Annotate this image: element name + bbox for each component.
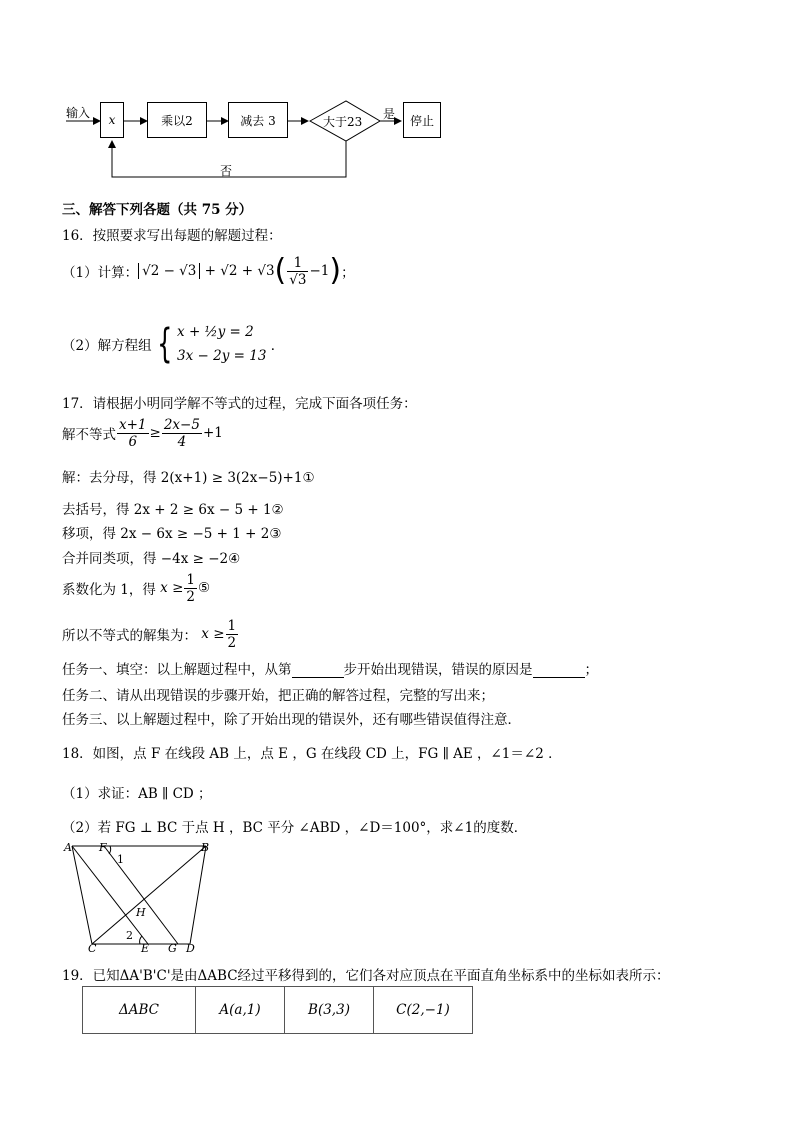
label-H: H [136, 906, 146, 919]
section3-title: 三、解答下列各题（共 75 分） [62, 202, 253, 218]
q17-task3: 任务三、以上解题过程中，除了开始出现的错误外，还有哪些错误值得注意． [62, 712, 521, 728]
q16-part1-expression: √2 − √3 + √2 + √3 ( $\frac{1}{√3}$ −1 ) ； [138, 255, 355, 288]
q16-eq2: 3x − 2y = 13 [177, 348, 267, 364]
q16-part1-label: （1）计算： [62, 265, 139, 281]
task1-blank-reason[interactable] [533, 665, 585, 678]
q16-part2-label: （2）解方程组 [62, 338, 152, 354]
q17-inequality: 解不等式 $\frac{x+1}{6}$ ≥ $\frac{2x-5}{4}$ +1 [62, 416, 223, 450]
table-row [83, 987, 473, 1034]
label-C: C [88, 942, 97, 955]
q17-step1: 解：去分母，得 2(x+1) ≥ 3(2x−5)+1① [62, 470, 315, 486]
flow-decision-label: 大于23 [323, 115, 363, 129]
label-F: F [99, 841, 107, 854]
q17-step5: 系数化为 1，得 x ≥ $\frac{1}{2}$ ⑤ [62, 571, 211, 605]
q17-task1-c: ； [584, 662, 598, 678]
label-angle-2: 2 [126, 929, 133, 942]
task1-blank-step[interactable] [292, 665, 344, 678]
q17-step4: 合并同类项，得 −4x ≥ −2④ [62, 551, 241, 567]
label-angle-1: 1 [117, 853, 124, 866]
q17-step5-label: 系数化为 1，得 [62, 582, 156, 598]
q18-part1: （1）求证：AB ∥ CD ； [62, 786, 212, 802]
label-G: G [168, 942, 177, 955]
q16-part1 [62, 252, 355, 290]
q17-solution-label: 所以不等式的解集为： [62, 628, 197, 644]
q17-step5-mark: ⑤ [198, 580, 211, 596]
flow-x-box: x [100, 102, 124, 138]
table-cell: A(a,1) [196, 987, 285, 1034]
flow-stop-box: 停止 [403, 102, 441, 138]
q18-part2: （2）若 FG ⊥ BC 于点 H ，BC 平分 ∠ABD ，∠D＝100°，求∠1的度数． [62, 820, 528, 836]
flow-input-label: 输入 [66, 106, 91, 120]
flow-no-label: 否 [220, 164, 233, 178]
q17-step2: 去括号，得 2x + 2 ≥ 6x − 5 + 1② [62, 502, 284, 518]
q19-stem: 19．已知ΔA'B'C'是由ΔABC经过平移得到的，它们各对应顶点在平面直角坐标系中的坐标如表所示： [62, 968, 670, 984]
q17-task1-b: 步开始出现错误，错误的原因是 [343, 662, 533, 678]
flow-yes-label: 是 [383, 107, 396, 121]
q17-ineq-label: 解不等式 [62, 427, 116, 443]
label-B: B [201, 841, 210, 854]
label-A: A [64, 841, 72, 854]
table-cell: B(3,3) [285, 987, 374, 1034]
flow-subtract-box: 减去 3 [228, 102, 288, 138]
table-cell: ΔABC [83, 987, 196, 1034]
q17-solution: 所以不等式的解集为： x ≥ $\frac{1}{2}$ [62, 617, 237, 651]
label-D: D [186, 942, 195, 955]
brace-icon: { [156, 321, 172, 367]
q16-eq1: x + ½y = 2 [177, 324, 254, 340]
flow-multiply-box: 乘以2 [147, 102, 207, 138]
q17-task2: 任务二、请从出现错误的步骤开始，把正确的解答过程，完整的写出来； [62, 688, 494, 704]
q18-geometry-figure [60, 838, 220, 956]
table-cell: C(2,−1) [374, 987, 473, 1034]
q19-table [82, 986, 473, 1034]
q16-system [177, 320, 266, 368]
q17-step3: 移项，得 2x − 6x ≥ −5 + 1 + 2③ [62, 526, 282, 542]
q16-part2: （2）解方程组 { x + ½y = 2 3x − 2y = 13 ． [62, 321, 285, 367]
q17-stem: 17．请根据小明同学解不等式的过程，完成下面各项任务： [62, 396, 417, 412]
q17-task1-a: 任务一、填空：以上解题过程中，从第 [62, 662, 292, 678]
q18-stem: 18．如图，点 F 在线段 AB 上，点 E ，G 在线段 CD 上，FG ∥ AE ，∠1＝∠2 ． [62, 746, 562, 762]
label-E: E [141, 942, 150, 955]
q16-stem: 16．按照要求写出每题的解题过程： [62, 228, 282, 244]
q17-task1 [62, 658, 598, 678]
